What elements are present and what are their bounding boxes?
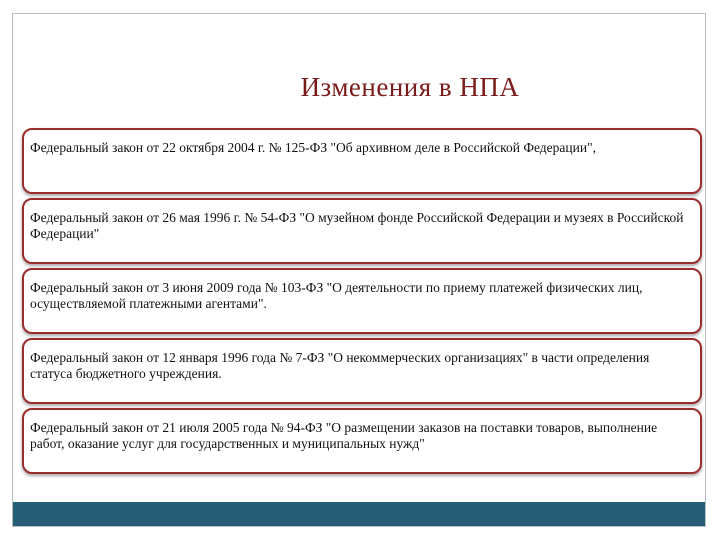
- law-item-nonprofit: Федеральный закон от 12 января 1996 года № 7-ФЗ "О некоммерческих организациях" в части определения статуса бюджетного учреждения.: [22, 338, 702, 404]
- law-item-museum: Федеральный закон от 26 мая 1996 г. № 54-ФЗ "О музейном фонде Российской Федерации и музеях в Российской Федерации": [22, 198, 702, 264]
- slide-title: Изменения в НПА: [300, 72, 520, 102]
- law-item-archive: Федеральный закон от 22 октября 2004 г. № 125-ФЗ "Об архивном деле в Российской Федерации",: [22, 128, 702, 194]
- law-item-payment-agents: Федеральный закон от 3 июня 2009 года № 103-ФЗ "О деятельности по приему платежей физических лиц, осуществляемой платежными агентами".: [22, 268, 702, 334]
- law-item-procurement: Федеральный закон от 21 июля 2005 года № 94-ФЗ "О размещении заказов на поставки товаров, выполнение работ, оказание услуг для государственных и муниципальных нужд": [22, 408, 702, 474]
- bottom-band: [13, 502, 705, 526]
